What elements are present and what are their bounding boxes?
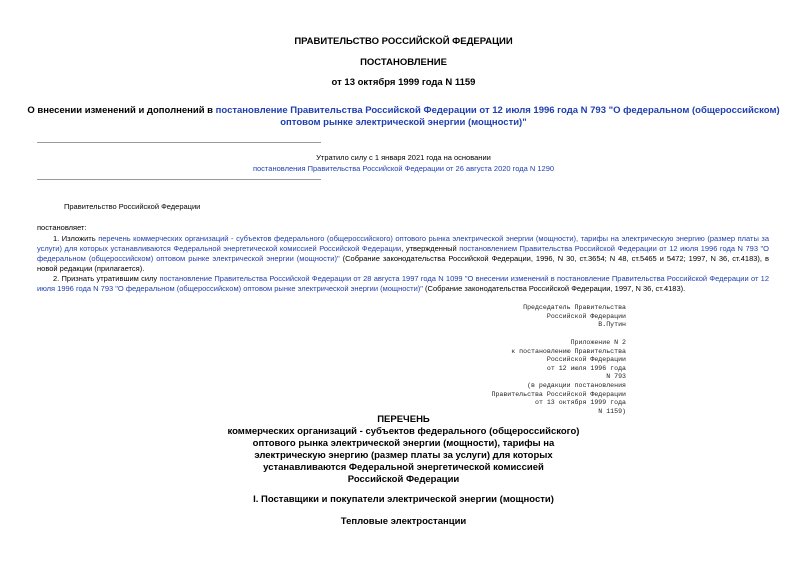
document-date-number: от 13 октября 1999 года N 1159 xyxy=(331,77,476,88)
paragraph-item-1: 1. Изложить перечень коммерческих организаций - субъектов федерального (общероссийского) оптового рынка электрической энергии (мощности), тарифы на электрическую энергию (размер платы за услуги) для которых устанавливаются Федеральной энергетической комиссией Российской Федерации, утвержденный постановлением Правительства Российской Федерации от 12 июля 1996 года N 793 "О федеральном (общероссийском) оптовом рынке электрической энергии (мощности)" (Собрание законодательства Российской Федерации, 1996, N 30, ст.3654; N 48, ст.5465 и 5472; 1997, N 36, ст.4183), в новой редакции (прилагается). xyxy=(37,234,770,273)
title-prefix: О внесении изменений и дополнений в xyxy=(27,105,216,116)
section-heading: I. Поставщики и покупатели электрической энергии (мощности) xyxy=(253,494,554,505)
paragraph-item-2: 2. Признать утратившим силу постановление Правительства Российской Федерации от 28 августа 1997 года N 1099 "О внесении изменений в постановление Правительства Российской Федерации от 12 июля 1996 года N 793 "О федеральном (общероссийском) оптовом рынке электрической энергии (мощности)" (Собрание законодательства Российской Федерации, 1997, N 36, ст.4183). xyxy=(37,274,769,293)
item1-link-decree-793[interactable]: постановлением Правительства Российской Федерации от 12 июля 1996 года N 793 "О федеральном (общероссийском) оптовом рынке электрической энергии (мощности)" xyxy=(37,244,770,263)
status-link[interactable]: постановления Правительства Российской Федерации от 26 августа 2020 года N 1290 xyxy=(252,164,555,173)
decides-label: постановляет: xyxy=(37,223,87,232)
list-heading: ПЕРЕЧЕНЬ коммерческих организаций - субъектов федерального (общероссийского) оптового рынка электрической энергии (мощности), тарифы на электрическую энергию (размер платы за услуги) для которых устанавливаются Федеральной энергетической комиссией Российской Федерации xyxy=(0,414,807,486)
issuer: Правительство Российской Федерации xyxy=(64,202,201,211)
subsection-heading: Тепловые электростанции xyxy=(340,516,467,527)
title-link[interactable]: постановление Правительства Российской Федерации от 12 июля 1996 года N 793 "О федеральном (общероссийском) оптовом рынке электрической энергии (мощности)" xyxy=(215,105,780,128)
divider-bottom xyxy=(37,179,321,180)
appendix-note: Приложение N 2 к постановлению Правительства Российской Федерации от 12 июля 1996 года N 793 (в редакции постановления Правительства Российской Федерации от 13 октября 1999 года N 1159) xyxy=(491,339,626,415)
divider-top xyxy=(37,142,321,143)
item2-link-decree-1099[interactable]: постановление Правительства Российской Федерации от 28 августа 1997 года N 1099 "О внесении изменений в постановление Правительства Российской Федерации от 12 июля 1996 года N 793 "О федеральном (общероссийском) оптовом рынке электрической энергии (мощности)" xyxy=(37,274,769,293)
item1-link-list[interactable]: перечень коммерческих организаций - субъектов федерального (общероссийского) оптового рынка электрической энергии (мощности), тарифы на электрическую энергию (размер платы за услуги) для которых устанавливаются Федеральной энергетической комиссией Российской Федерации xyxy=(37,234,770,253)
signature-block: Председатель Правительства Российской Федерации В.Путин xyxy=(523,304,626,329)
list-title: ПЕРЕЧЕНЬ xyxy=(377,414,430,425)
government-heading: ПРАВИТЕЛЬСТВО РОССИЙСКОЙ ФЕДЕРАЦИИ xyxy=(294,36,513,47)
document-title xyxy=(0,105,807,129)
status-note: Утратило силу с 1 января 2021 года на основании xyxy=(316,153,491,162)
document-type: ПОСТАНОВЛЕНИЕ xyxy=(360,57,447,68)
